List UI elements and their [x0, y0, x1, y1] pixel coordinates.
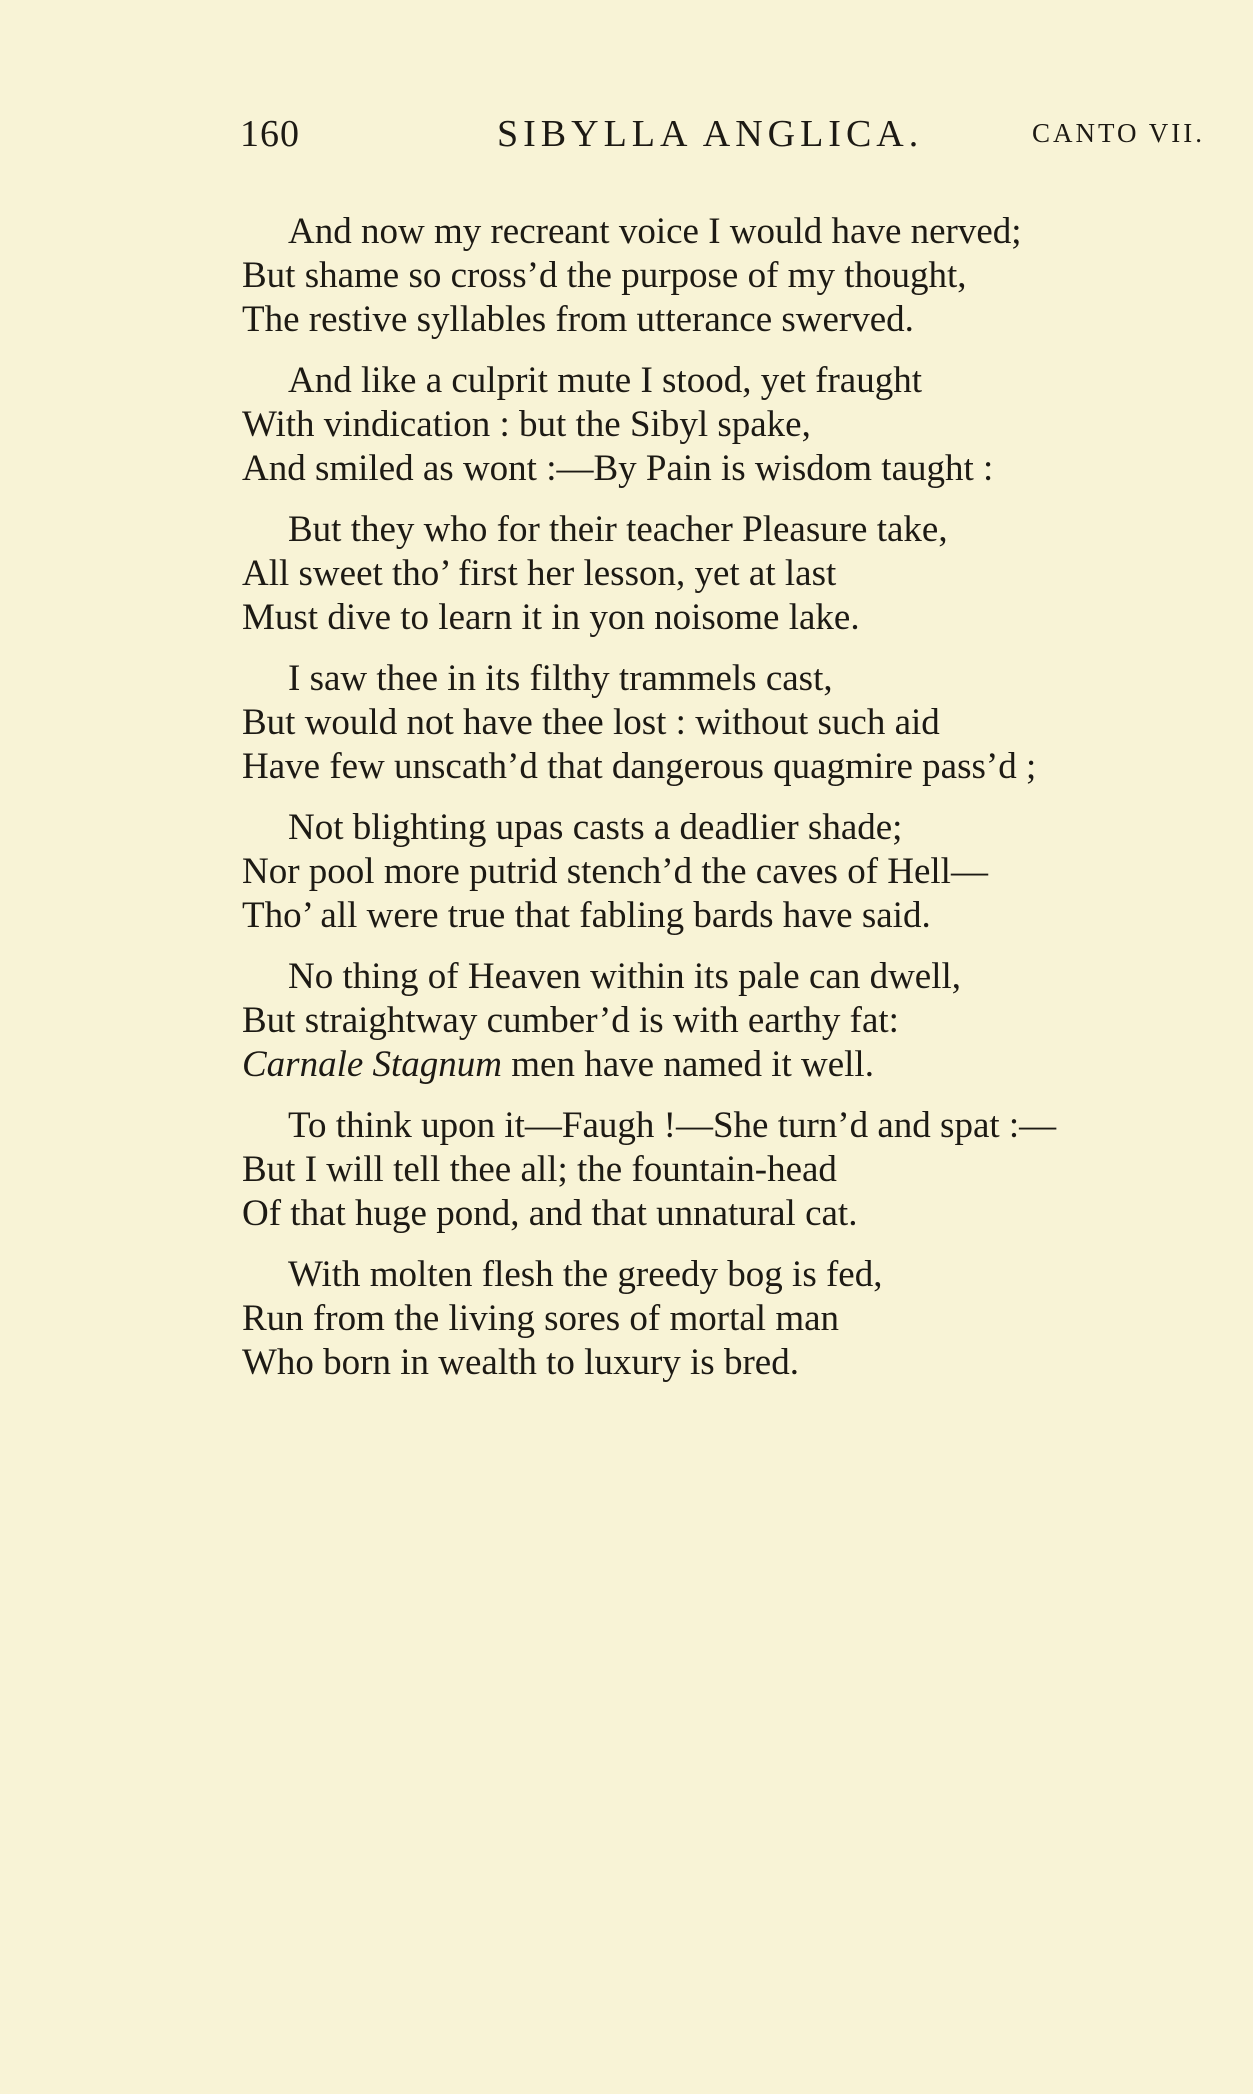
poem-line: Of that huge pond, and that unnatural cat.	[242, 1193, 858, 1234]
poem-line: And smiled as wont :—By Pain is wisdom taught :	[242, 448, 994, 489]
poem-line: I saw thee in its filthy trammels cast,	[288, 658, 833, 699]
poem-line: Not blighting upas casts a deadlier shade;	[288, 807, 903, 848]
poem-line: Run from the living sores of mortal man	[242, 1298, 840, 1339]
poem-line: The restive syllables from utterance swerved.	[242, 299, 914, 340]
poem-line: But straightway cumber’d is with earthy fat:	[242, 1000, 899, 1041]
poem-line: But they who for their teacher Pleasure take,	[288, 509, 948, 550]
poem-line: Nor pool more putrid stench’d the caves of Hell—	[242, 851, 988, 892]
poem-line-rest: men have named it well.	[511, 1044, 874, 1085]
poem-line: All sweet tho’ first her lesson, yet at last	[242, 553, 837, 594]
poem-line	[242, 1043, 874, 1087]
poem-line: Tho’ all were true that fabling bards have said.	[242, 895, 931, 936]
poem-line: To think upon it—Faugh !—She turn’d and spat :—	[288, 1105, 1057, 1146]
poem-line: Who born in wealth to luxury is bred.	[242, 1342, 799, 1383]
canto-label: CANTO VII.	[1032, 118, 1206, 148]
poem-line: And like a culprit mute I stood, yet fraught	[288, 360, 922, 401]
poem-line: Have few unscath’d that dangerous quagmire pass’d ;	[242, 746, 1037, 787]
poem-line: But I will tell thee all; the fountain-head	[242, 1149, 837, 1190]
italic-phrase: Carnale Stagnum	[242, 1044, 503, 1085]
poem-line: And now my recreant voice I would have nerved;	[288, 211, 1022, 252]
poem-line: No thing of Heaven within its pale can dwell,	[288, 956, 962, 997]
poem-line: With vindication : but the Sibyl spake,	[242, 404, 811, 445]
running-head	[240, 112, 1240, 168]
poem-line: But shame so cross’d the purpose of my thought,	[242, 255, 967, 296]
poem-line: But would not have thee lost : without such aid	[242, 702, 940, 743]
book-title: SIBYLLA ANGLICA.	[497, 113, 924, 155]
poem-line: Must dive to learn it in yon noisome lake.	[242, 597, 860, 638]
page-number: 160	[240, 113, 300, 155]
poem-line: With molten flesh the greedy bog is fed,	[288, 1254, 883, 1295]
